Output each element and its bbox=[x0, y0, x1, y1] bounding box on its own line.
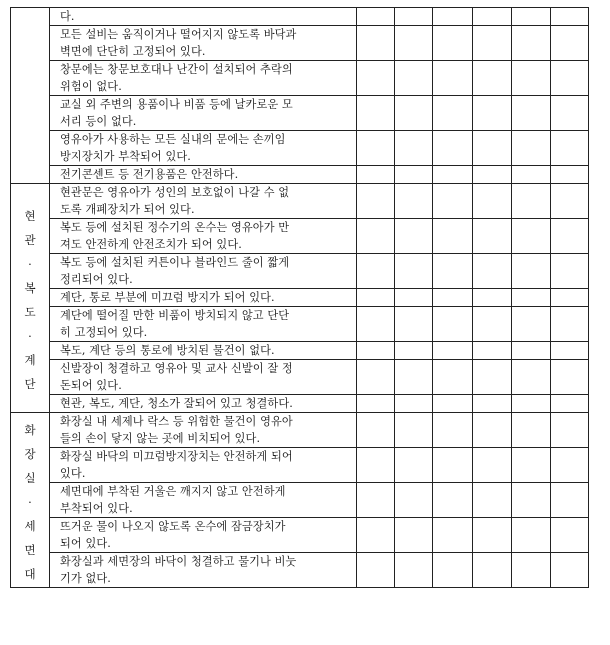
checklist-item bbox=[60, 131, 352, 165]
row-divider bbox=[49, 25, 589, 26]
column-divider bbox=[394, 7, 395, 588]
section-label-char: 세 bbox=[24, 518, 36, 533]
item-text-line: 세면대에 부착된 거울은 깨지지 않고 안전하게 bbox=[60, 485, 286, 498]
checklist-item bbox=[60, 518, 352, 552]
row-divider bbox=[49, 552, 589, 553]
section-label-char: 실 bbox=[24, 470, 36, 485]
item-text-line: 뜨거운 물이 나오지 않도록 온수에 잠금장치가 bbox=[60, 520, 286, 533]
row-divider bbox=[10, 183, 589, 184]
table-border-left bbox=[10, 7, 11, 588]
item-text-line: 벽면에 단단히 고정되어 있다. bbox=[60, 45, 206, 58]
column-divider bbox=[356, 7, 357, 588]
item-text-line: 화장실 바닥의 미끄럼방지장치는 안전하게 되어 bbox=[60, 450, 293, 463]
item-text-line: 복도 등에 설치된 커튼이나 블라인드 줄이 짧게 bbox=[60, 256, 290, 269]
section-label-char: 복 bbox=[24, 280, 36, 295]
item-text-line: 있다. bbox=[60, 467, 86, 480]
row-divider bbox=[49, 482, 589, 483]
section-label-char: 면 bbox=[24, 542, 36, 557]
row-divider bbox=[49, 130, 589, 131]
item-text-line: 도록 개폐장치가 되어 있다. bbox=[60, 203, 195, 216]
column-divider bbox=[511, 7, 512, 588]
row-divider bbox=[10, 412, 589, 413]
item-text-line: 화장실 내 세제나 락스 등 위험한 물건이 영유아 bbox=[60, 415, 293, 428]
checklist-item bbox=[60, 483, 352, 517]
row-divider bbox=[49, 95, 589, 96]
item-text-line: 복도 등에 설치된 정수기의 온수는 영유아가 만 bbox=[60, 221, 290, 234]
item-text-line: 부착되어 있다. bbox=[60, 502, 133, 515]
row-divider bbox=[49, 288, 589, 289]
section-label-char: 관 bbox=[24, 232, 36, 247]
item-text-line: 교실 외 주변의 용품이나 비품 등에 날카로운 모 bbox=[60, 98, 293, 111]
checklist-item bbox=[60, 395, 352, 412]
item-text-line: 져도 안전하게 안전조치가 되어 있다. bbox=[60, 238, 242, 251]
checklist-item bbox=[60, 219, 352, 253]
row-divider bbox=[49, 165, 589, 166]
section-label-char: 단 bbox=[24, 376, 36, 391]
section-label bbox=[14, 204, 46, 396]
item-text-line: 들의 손이 닿지 않는 곳에 비치되어 있다. bbox=[60, 432, 261, 445]
section-label-char: · bbox=[28, 328, 32, 343]
section-label-char: 계 bbox=[24, 352, 36, 367]
checklist-item bbox=[60, 8, 352, 25]
item-text-line: 계단에 떨어질 만한 비품이 방치되지 않고 단단 bbox=[60, 309, 290, 322]
item-text-line: 돈되어 있다. bbox=[60, 379, 122, 392]
section-label-char: · bbox=[28, 256, 32, 271]
item-text-line: 화장실과 세면장의 바닥이 청결하고 물기나 비눗 bbox=[60, 555, 297, 568]
column-divider bbox=[472, 7, 473, 588]
section-label bbox=[14, 418, 46, 586]
row-divider bbox=[49, 60, 589, 61]
item-text-line: 전기콘센트 등 전기용품은 안전하다. bbox=[60, 168, 239, 181]
checklist-item bbox=[60, 289, 352, 306]
item-text-line: 현관문은 영유아가 성인의 보호없이 나갈 수 없 bbox=[60, 186, 290, 199]
item-text-line: 현관, 복도, 계단, 청소가 잘되어 있고 청결하다. bbox=[60, 397, 293, 410]
column-divider bbox=[49, 7, 50, 588]
row-divider bbox=[49, 394, 589, 395]
section-label-char: 장 bbox=[24, 446, 36, 461]
item-text-line: 서리 등이 없다. bbox=[60, 115, 137, 128]
item-text-line: 위험이 없다. bbox=[60, 80, 122, 93]
row-divider bbox=[49, 218, 589, 219]
checklist-item bbox=[60, 448, 352, 482]
section-label-char: 화 bbox=[24, 422, 36, 437]
row-divider bbox=[49, 306, 589, 307]
section-label-char: 현 bbox=[24, 208, 36, 223]
section-label-char: · bbox=[28, 494, 32, 509]
item-text-line: 영유아가 사용하는 모든 실내의 문에는 손끼임 bbox=[60, 133, 286, 146]
checklist-item bbox=[60, 184, 352, 218]
section-label-char: 대 bbox=[24, 566, 36, 581]
item-text-line: 신발장이 청결하고 영유아 및 교사 신발이 잘 정 bbox=[60, 362, 293, 375]
checklist-item bbox=[60, 342, 352, 359]
item-text-line: 모든 설비는 움직이거나 떨어지지 않도록 바닥과 bbox=[60, 28, 297, 41]
item-text-line: 계단, 통로 부분에 미끄럼 방지가 되어 있다. bbox=[60, 291, 275, 304]
item-text-line: 기가 없다. bbox=[60, 572, 111, 585]
row-divider bbox=[10, 587, 589, 588]
checklist-item bbox=[60, 413, 352, 447]
item-text-line: 창문에는 창문보호대나 난간이 설치되어 추락의 bbox=[60, 63, 293, 76]
column-divider bbox=[550, 7, 551, 588]
table-border-right bbox=[588, 7, 589, 588]
checklist-item bbox=[60, 360, 352, 394]
row-divider bbox=[49, 341, 589, 342]
column-divider bbox=[432, 7, 433, 588]
item-text-line: 히 고정되어 있다. bbox=[60, 326, 148, 339]
checklist-item bbox=[60, 307, 352, 341]
item-text-line: 복도, 계단 등의 통로에 방치된 물건이 없다. bbox=[60, 344, 275, 357]
item-text-line: 방지장치가 부착되어 있다. bbox=[60, 150, 191, 163]
item-text-line: 정리되어 있다. bbox=[60, 273, 133, 286]
row-divider bbox=[49, 447, 589, 448]
item-text-line: 다. bbox=[60, 10, 75, 23]
checklist-item bbox=[60, 553, 352, 587]
section-label-char: 도 bbox=[24, 304, 36, 319]
row-divider bbox=[49, 517, 589, 518]
checklist-item bbox=[60, 254, 352, 288]
checklist-item bbox=[60, 61, 352, 95]
checklist-item bbox=[60, 26, 352, 60]
row-divider bbox=[10, 7, 589, 8]
row-divider bbox=[49, 253, 589, 254]
item-text-line: 되어 있다. bbox=[60, 537, 111, 550]
checklist-item bbox=[60, 96, 352, 130]
row-divider bbox=[49, 359, 589, 360]
checklist-item bbox=[60, 166, 352, 183]
